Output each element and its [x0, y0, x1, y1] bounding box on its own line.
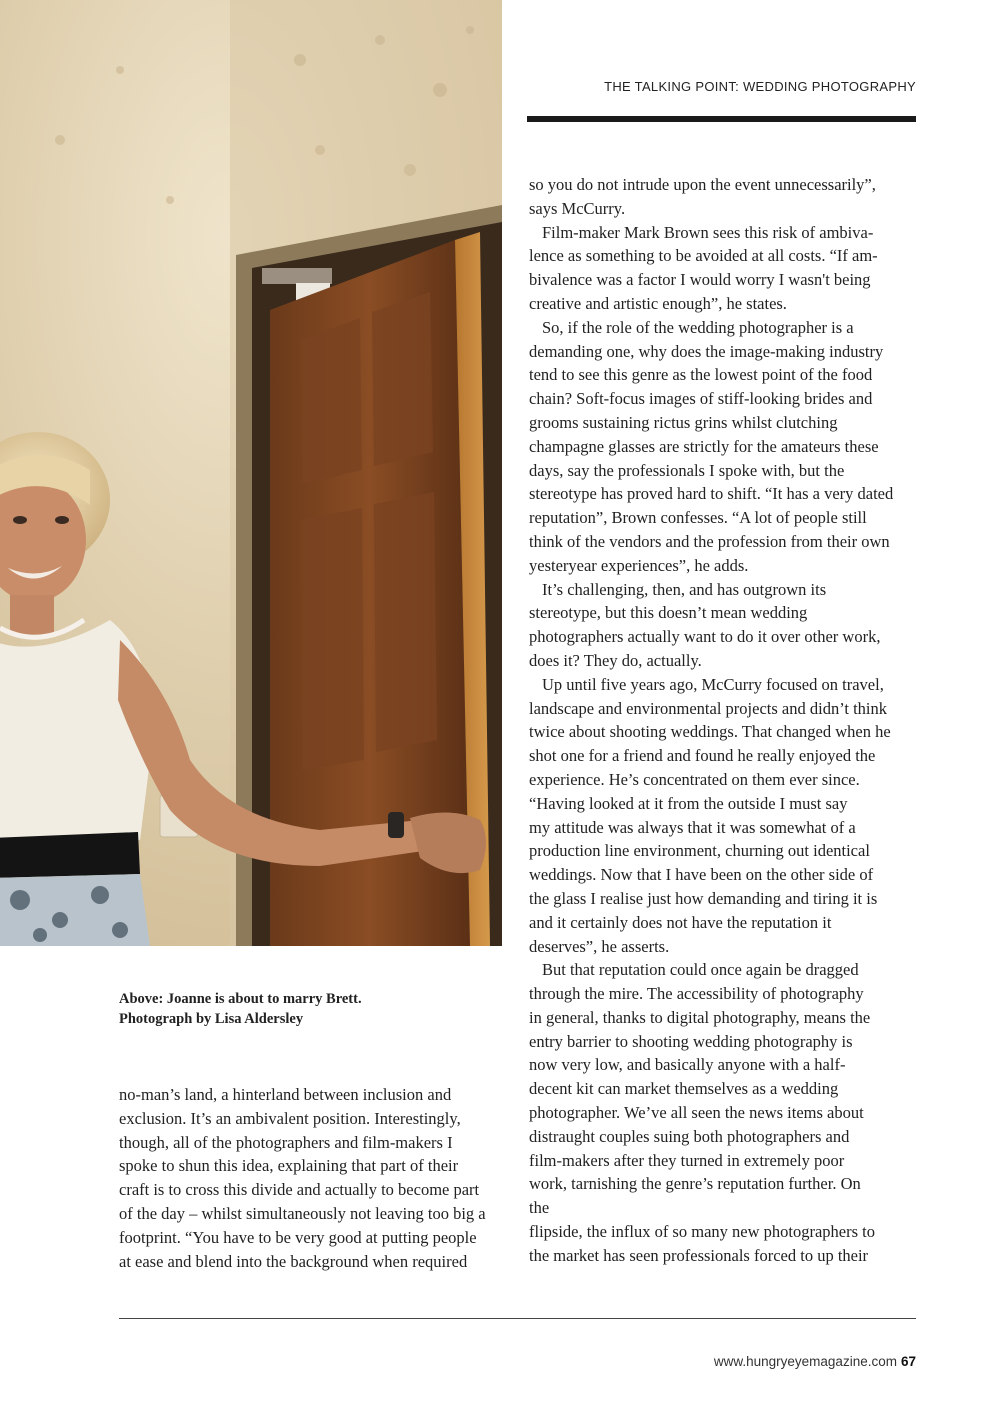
- text-line: photographers actually want to do it over other work,: [529, 627, 881, 647]
- text-line: landscape and environmental projects and didn’t think: [529, 698, 888, 718]
- text-line: no-man’s land, a hinterland between inclusion and: [119, 1085, 452, 1104]
- wedding-photo: [0, 0, 502, 946]
- text-line: weddings. Now that I have been on the other side of: [529, 865, 874, 885]
- text-line: stereotype, but this doesn’t mean wedding: [529, 603, 808, 623]
- text-line: spoke to shun this idea, explaining that part of their: [119, 1156, 459, 1176]
- text-line: days, say the professionals I spoke with, but the: [529, 460, 845, 480]
- text-line: the: [529, 1198, 550, 1218]
- text-line: says McCurry.: [529, 198, 626, 218]
- text-line: tend to see this genre as the lowest point of the food: [529, 365, 873, 385]
- text-line: stereotype has proved hard to shift. “It has a very dated: [529, 484, 894, 504]
- left-column-text: [119, 1083, 507, 1273]
- text-line: So, if the role of the wedding photographer is a: [542, 317, 854, 337]
- text-line: at ease and blend into the background when required: [119, 1251, 468, 1271]
- text-line: yesteryear experiences”, he adds.: [529, 555, 749, 575]
- text-line: Up until five years ago, McCurry focused on travel,: [542, 674, 884, 694]
- text-line: now very low, and basically anyone with a half-: [529, 1055, 846, 1075]
- right-column-text: [529, 173, 919, 1268]
- text-line: so you do not intrude upon the event unnecessarily”,: [529, 175, 876, 194]
- text-line: does it? They do, actually.: [529, 650, 702, 670]
- text-line: champagne glasses are strictly for the amateurs these: [529, 436, 879, 456]
- text-line: deserves”, he asserts.: [529, 936, 670, 956]
- website-url: www.hungryeyemagazine.com: [713, 1354, 897, 1369]
- photo-caption: [119, 989, 499, 1029]
- text-line: distraught couples suing both photographers and: [529, 1126, 850, 1146]
- text-line: experience. He’s concentrated on them ever since.: [529, 769, 860, 789]
- text-line: the market has seen professionals forced to up their: [529, 1245, 869, 1265]
- text-line: footprint. “You have to be very good at putting people: [119, 1227, 477, 1247]
- text-line: bivalence was a factor I would worry I wasn't being: [529, 270, 871, 290]
- text-line: twice about shooting weddings. That changed when he: [529, 722, 891, 742]
- text-line: craft is to cross this divide and actually to become part: [119, 1180, 480, 1200]
- text-line: grooms sustaining rictus grins whilst clutching: [529, 412, 838, 432]
- text-line: entry barrier to shooting wedding photography is: [529, 1031, 853, 1051]
- text-line: It’s challenging, then, and has outgrown its: [542, 579, 827, 599]
- header-rule: [527, 116, 916, 122]
- section-title: THE TALKING POINT: WEDDING PHOTOGRAPHY: [604, 79, 916, 94]
- caption-line: Above: Joanne is about to marry Brett.: [119, 991, 362, 1007]
- page-number: 67: [900, 1354, 916, 1369]
- text-line: though, all of the photographers and film-makers I: [119, 1132, 453, 1152]
- text-line: But that reputation could once again be dragged: [542, 960, 859, 980]
- text-line: exclusion. It’s an ambivalent position. Interestingly,: [119, 1108, 461, 1128]
- caption-line: Photograph by Lisa Aldersley: [119, 1011, 304, 1027]
- text-line: decent kit can market themselves as a wedding: [529, 1079, 839, 1099]
- text-line: of the day – whilst simultaneously not leaving too big a: [119, 1203, 486, 1223]
- text-line: Film-maker Mark Brown sees this risk of ambiva-: [542, 222, 874, 242]
- text-line: “Having looked at it from the outside I must say: [529, 793, 848, 813]
- text-line: flipside, the influx of so many new photographers to: [529, 1222, 875, 1242]
- text-line: lence as something to be avoided at all costs. “If am-: [529, 246, 878, 266]
- text-line: creative and artistic enough”, he states.: [529, 293, 787, 313]
- text-line: reputation”, Brown confesses. “A lot of people still: [529, 508, 867, 528]
- text-line: shot one for a friend and found he really enjoyed the: [529, 746, 876, 766]
- text-line: demanding one, why does the image-making industry: [529, 341, 884, 361]
- text-line: work, tarnishing the genre’s reputation further. On: [529, 1174, 861, 1194]
- text-line: think of the vendors and the profession from their own: [529, 531, 890, 551]
- text-line: the glass I realise just how demanding and tiring it is: [529, 888, 878, 908]
- text-line: production line environment, churning out identical: [529, 841, 870, 861]
- footer-rule: [119, 1318, 916, 1319]
- text-line: and it certainly does not have the reputation it: [529, 912, 832, 932]
- text-line: chain? Soft-focus images of stiff-looking brides and: [529, 389, 873, 409]
- text-line: my attitude was always that it was somewhat of a: [529, 817, 856, 837]
- text-line: in general, thanks to digital photography, means the: [529, 1007, 871, 1027]
- text-line: through the mire. The accessibility of photography: [529, 984, 864, 1004]
- page-footer: [560, 1354, 916, 1369]
- photo-illustration: [0, 0, 502, 946]
- text-line: photographer. We’ve all seen the news items about: [529, 1103, 864, 1123]
- text-line: film-makers after they turned in extremely poor: [529, 1150, 845, 1170]
